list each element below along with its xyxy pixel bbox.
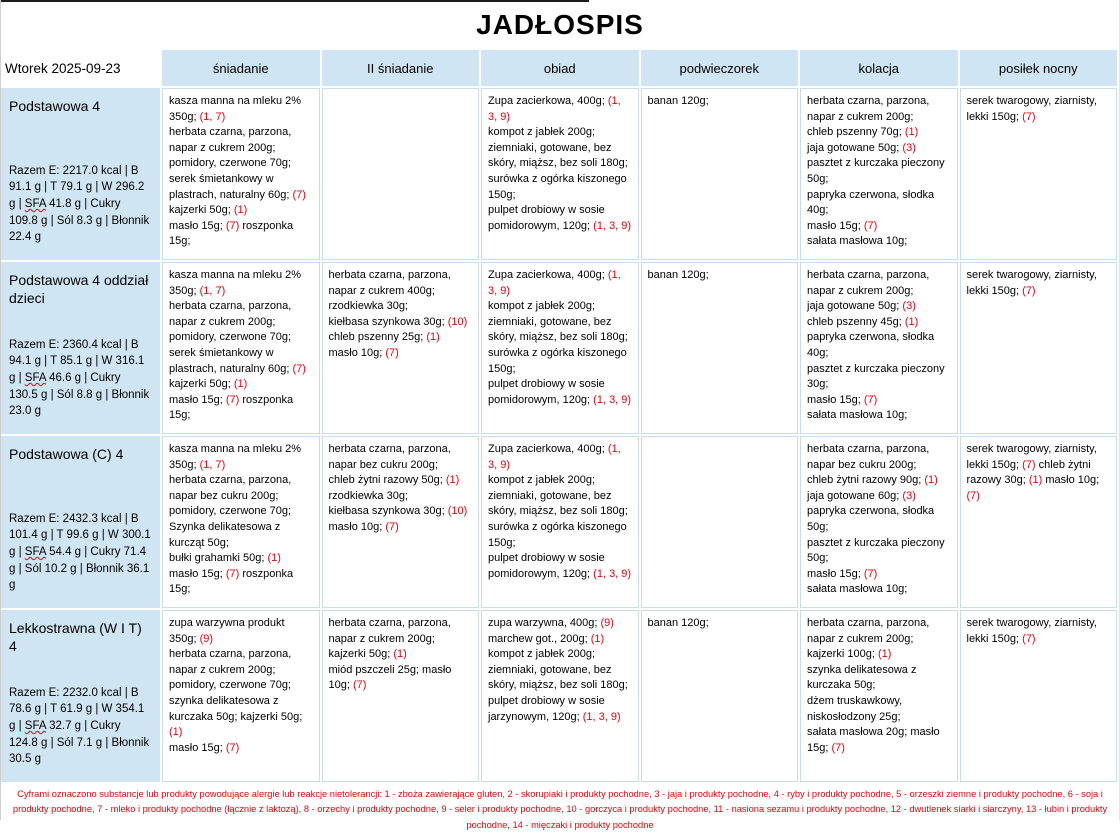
- meal-cell-lekkostrawna-sniadanie: [162, 610, 320, 782]
- column-header-podwieczorek: podwieczorek: [641, 50, 799, 86]
- meal-line: ziemniaki, gotowane, bez skóry, miąższ, bez soli 180g;: [488, 141, 628, 170]
- meal-line: kasza manna na mleku 2% 350g; (1, 7): [169, 269, 302, 297]
- meal-line: banan 120g;: [647, 269, 709, 281]
- meal-line: ziemniaki, gotowane, bez skóry, miąższ, bez soli 180g;: [488, 663, 628, 692]
- meal-line: papryka czerwona, słodka 40g;: [807, 331, 935, 360]
- meal-line: kompot z jabłek 200g;: [488, 648, 596, 661]
- diet-nutrition: Razem E: 2232.0 kcal | B 78.6 g | T 61.9 g | W 354.1 g | SFA 32.7 g | Cukry 124.8 g | Sól 7.1 g | Błonnik 30.5 g: [9, 686, 150, 766]
- meal-line: sałata masłowa 20g; masło 15g; (7): [807, 726, 940, 754]
- meal-cell-lekkostrawna-posilek-nocny: [960, 610, 1118, 782]
- meal-line: marchew got., 200g; (1): [488, 632, 605, 645]
- meal-line: jaja gotowane 50g; (3): [807, 300, 916, 313]
- meal-line: kompot z jabłek 200g;: [488, 474, 596, 487]
- meal-line: masło 15g; (7): [807, 567, 878, 580]
- meal-line: masło 15g; (7) roszponka 15g;: [169, 567, 294, 596]
- meal-line: pulpet drobiowy w sosie pomidorowym, 120g; (1, 3, 9): [488, 552, 632, 580]
- meal-line: Zupa zacierkowa, 400g; (1, 3, 9): [488, 443, 621, 471]
- meal-line: masło 15g; (7): [807, 393, 878, 406]
- meal-line: chleb żytni razowy 90g; (1): [807, 474, 938, 487]
- meal-line: pasztet z kurczaka pieczony 50g;: [807, 536, 945, 565]
- diet-cell-lekkostrawna-wit-4: [1, 610, 160, 782]
- diet-cell-podstawowa-c-4: [1, 436, 160, 608]
- meal-line: zupa warzywna, 400g; (9): [488, 617, 614, 629]
- meal-line: Szynka delikatesowa z kurcząt 50g;: [169, 521, 281, 549]
- meal-line: pomidory, czerwone 70g;: [169, 157, 292, 170]
- meal-line: chleb pszenny 25g; (1): [328, 331, 440, 344]
- meal-line: papryka czerwona, słodka 50g;: [807, 505, 935, 534]
- meal-cell-oddzial-dzieci-podwieczorek: [641, 262, 799, 434]
- meal-line: herbata czarna, parzona, napar bez cukru 200g;: [328, 443, 451, 471]
- meal-line: sałata masłowa 10g;: [807, 235, 908, 248]
- meal-line: surówka z ogórka kiszonego 150g;: [488, 521, 627, 549]
- meal-cell-lekkostrawna-kolacja: [800, 610, 958, 782]
- column-header-ii-sniadanie: II śniadanie: [322, 50, 480, 86]
- meal-line: sałata masłowa 10g;: [807, 409, 908, 422]
- meal-cell-lekkostrawna-ii-sniadanie: [322, 610, 480, 782]
- menu-table: [1, 50, 1119, 782]
- column-header-sniadanie: śniadanie: [162, 50, 320, 86]
- meal-line: pasztet z kurczaka pieczony 50g;: [807, 157, 945, 186]
- meal-line: herbata czarna, parzona, napar z cukrem 200g;: [169, 300, 292, 328]
- date-label: Wtorek 2025-09-23: [1, 50, 160, 86]
- meal-cell-podstawowa-4-obiad: [481, 88, 639, 260]
- meal-line: kasza manna na mleku 2% 350g; (1, 7): [169, 95, 302, 123]
- meal-cell-oddzial-dzieci-ii-sniadanie: [322, 262, 480, 434]
- meal-line: serek śmietankowy w plastrach, naturalny 60g; (7) kajzerki 50g; (1): [169, 173, 306, 217]
- meal-line: serek twarogowy, ziarnisty, lekki 150g; (7): [966, 95, 1097, 123]
- meal-line: papryka czerwona, słodka 40g;: [807, 188, 935, 217]
- title-bar: [1, 0, 1119, 50]
- window-edge-line: [1, 0, 589, 2]
- meal-line: surówka z ogórka kiszonego 150g;: [488, 347, 627, 375]
- diet-nutrition: Razem E: 2360.4 kcal | B 94.1 g | T 85.1 g | W 316.1 g | SFA 46.6 g | Cukry 130.5 g | Sól 8.8 g | Błonnik 23.0 g: [9, 338, 150, 418]
- meal-line: pomidory, czerwone 70g;: [169, 331, 292, 344]
- diet-nutrition: Razem E: 2217.0 kcal | B 91.1 g | T 79.1 g | W 296.2 g | SFA 41.8 g | Cukry 109.8 g | Sól 8.3 g | Błonnik 22.4 g: [9, 164, 150, 244]
- meal-line: ziemniaki, gotowane, bez skóry, miąższ, bez soli 180g;: [488, 489, 628, 518]
- meal-line: kasza manna na mleku 2% 350g; (1, 7): [169, 443, 302, 471]
- meal-line: serek śmietankowy w plastrach, naturalny 60g; (7) kajzerki 50g; (1): [169, 347, 306, 391]
- diet-name: Podstawowa 4: [9, 98, 101, 114]
- meal-cell-podstawowa-c-4-podwieczorek: [641, 436, 799, 608]
- meal-line: kompot z jabłek 200g;: [488, 126, 596, 139]
- meal-line: kompot z jabłek 200g;: [488, 300, 596, 313]
- meal-line: herbata czarna, parzona, napar z cukrem 200g;: [807, 95, 930, 123]
- allergen-legend: Cyframi oznaczono substancje lub produkty powodujące alergie lub reakcje nietolerancji: 1 - zboża zawierające gluten, 2 - skorupiaki i produkty pochodne, 3 - jaja i produkty pochodne, 4 - ryby i produkty pochodne, 5 - orzeszki ziemne i produkty pochodne, 6 - soja i produkty pochodne, 7 - mleko i produkty pochodne (łącznie z laktozą), 8 - orzechy i produkty pochodne, 9 - seler i produkty pochodne, 10 - gorczyca i produkty pochodne, 11 - nasiona sezamu i produkty pochodne, 12 - dwutlenek siarki i siarczyny, 13 - łubin i produkty pochodne, 14 - mięczaki i produkty pochodne: [12, 789, 1108, 830]
- meal-cell-podstawowa-c-4-posilek-nocny: [960, 436, 1118, 608]
- meal-line: Zupa zacierkowa, 400g; (1, 3, 9): [488, 269, 621, 297]
- meal-line: herbata czarna, parzona, napar bez cukru 200g;: [169, 474, 292, 502]
- meal-cell-lekkostrawna-podwieczorek: [641, 610, 799, 782]
- meal-line: herbata czarna, parzona, napar bez cukru 200g;: [807, 443, 930, 471]
- meal-line: chleb żytni razowy 50g; (1): [328, 474, 460, 487]
- meal-cell-podstawowa-c-4-obiad: [481, 436, 639, 608]
- meal-line: chleb pszenny 70g; (1): [807, 126, 919, 139]
- meal-line: serek twarogowy, ziarnisty, lekki 150g; (7): [966, 617, 1097, 645]
- meal-line: herbata czarna, parzona, napar z cukrem 200g; kajzerki 100g; (1): [807, 617, 930, 661]
- meal-cell-oddzial-dzieci-posilek-nocny: [960, 262, 1118, 434]
- diet-name: Podstawowa 4 oddział dzieci: [9, 272, 149, 306]
- meal-line: masło 15g; (7): [169, 741, 240, 754]
- meal-line: herbata czarna, parzona, napar z cukrem 200g; kajzerki 50g; (1): [328, 617, 451, 661]
- meal-cell-oddzial-dzieci-sniadanie: [162, 262, 320, 434]
- meal-line: zupa warzywna produkt 350g; (9): [169, 617, 285, 645]
- meal-line: masło 10g; (7): [328, 521, 399, 534]
- meal-line: pomidory, czerwone 70g;: [169, 505, 292, 518]
- meal-line: masło 15g; (7) roszponka 15g;: [169, 219, 294, 248]
- meal-line: banan 120g;: [647, 95, 709, 107]
- meal-line: bułki grahamki 50g; (1): [169, 552, 281, 565]
- meal-cell-podstawowa-c-4-ii-sniadanie: [322, 436, 480, 608]
- meal-cell-podstawowa-4-podwieczorek: [641, 88, 799, 260]
- meal-line: jaja gotowane 50g; (3): [807, 141, 916, 154]
- meal-line: surówka z ogórka kiszonego 150g;: [488, 173, 627, 201]
- meal-cell-lekkostrawna-obiad: [481, 610, 639, 782]
- meal-line: herbata czarna, parzona, napar z cukrem 200g;: [169, 648, 292, 676]
- meal-line: pulpet drobiowy w sosie jarzynowym, 120g; (1, 3, 9): [488, 695, 621, 723]
- meal-line: dżem truskawkowy, niskosłodzony 25g;: [807, 695, 903, 723]
- meal-line: Zupa zacierkowa, 400g; (1, 3, 9): [488, 95, 621, 123]
- meal-line: chleb pszenny 45g; (1): [807, 315, 919, 328]
- meal-cell-podstawowa-4-sniadanie: [162, 88, 320, 260]
- meal-line: masło 15g; (7): [807, 219, 878, 232]
- meal-line: pomidory, czerwone 70g;: [169, 679, 292, 692]
- diet-cell-podstawowa-4: [1, 88, 160, 260]
- meal-line: banan 120g;: [647, 617, 709, 629]
- diet-cell-podstawowa-4-oddzial-dzieci: [1, 262, 160, 434]
- diet-nutrition: Razem E: 2432.3 kcal | B 101.4 g | T 99.6 g | W 300.1 g | SFA 54.4 g | Cukry 71.4 g | Sól 10.2 g | Błonnik 36.1 g: [9, 512, 151, 592]
- meal-line: serek twarogowy, ziarnisty, lekki 150g; (7) chleb żytni razowy 30g; (1) masło 10g; (7): [966, 443, 1100, 502]
- column-header-kolacja: kolacja: [800, 50, 958, 86]
- meal-line: ziemniaki, gotowane, bez skóry, miąższ, bez soli 180g;: [488, 315, 628, 344]
- meal-line: szynka delikatesowa z kurczaka 50g;: [807, 663, 917, 692]
- meal-line: herbata czarna, parzona, napar z cukrem 200g;: [169, 126, 292, 154]
- column-header-posilek-nocny: posiłek nocny: [960, 50, 1118, 86]
- meal-line: herbata czarna, parzona, napar z cukrem 400g; rzodkiewka 30g;: [328, 269, 451, 313]
- meal-cell-podstawowa-c-4-kolacja: [800, 436, 958, 608]
- meal-line: masło 10g; (7): [328, 347, 399, 360]
- meal-cell-oddzial-dzieci-obiad: [481, 262, 639, 434]
- meal-line: rzodkiewka 30g;: [328, 489, 408, 502]
- meal-line: jaja gotowane 60g; (3): [807, 489, 916, 502]
- meal-line: kiełbasa szynkowa 30g; (10): [328, 315, 468, 328]
- meal-line: masło 15g; (7) roszponka 15g;: [169, 393, 294, 422]
- meal-cell-podstawowa-c-4-sniadanie: [162, 436, 320, 608]
- meal-line: herbata czarna, parzona, napar z cukrem 200g;: [807, 269, 930, 297]
- meal-line: pulpet drobiowy w sosie pomidorowym, 120g; (1, 3, 9): [488, 378, 632, 406]
- column-header-obiad: obiad: [481, 50, 639, 86]
- meal-cell-oddzial-dzieci-kolacja: [800, 262, 958, 434]
- diet-name: Lekkostrawna (W I T) 4: [9, 620, 142, 654]
- meal-cell-podstawowa-4-ii-sniadanie: [322, 88, 480, 260]
- meal-line: serek twarogowy, ziarnisty, lekki 150g; (7): [966, 269, 1097, 297]
- meal-line: sałata masłowa 10g;: [807, 583, 908, 596]
- meal-cell-podstawowa-4-posilek-nocny: [960, 88, 1118, 260]
- meal-line: pasztet z kurczaka pieczony 30g;: [807, 362, 945, 391]
- meal-line: szynka delikatesowa z kurczaka 50g; kajzerki 50g; (1): [169, 695, 303, 739]
- meal-cell-podstawowa-4-kolacja: [800, 88, 958, 260]
- meal-line: pulpet drobiowy w sosie pomidorowym, 120g; (1, 3, 9): [488, 204, 632, 232]
- meal-line: miód pszczeli 25g; masło 10g; (7): [328, 663, 452, 692]
- diet-name: Podstawowa (C) 4: [9, 446, 124, 462]
- meal-line: kiełbasa szynkowa 30g; (10): [328, 505, 468, 518]
- page-title: JADŁOSPIS: [476, 9, 644, 40]
